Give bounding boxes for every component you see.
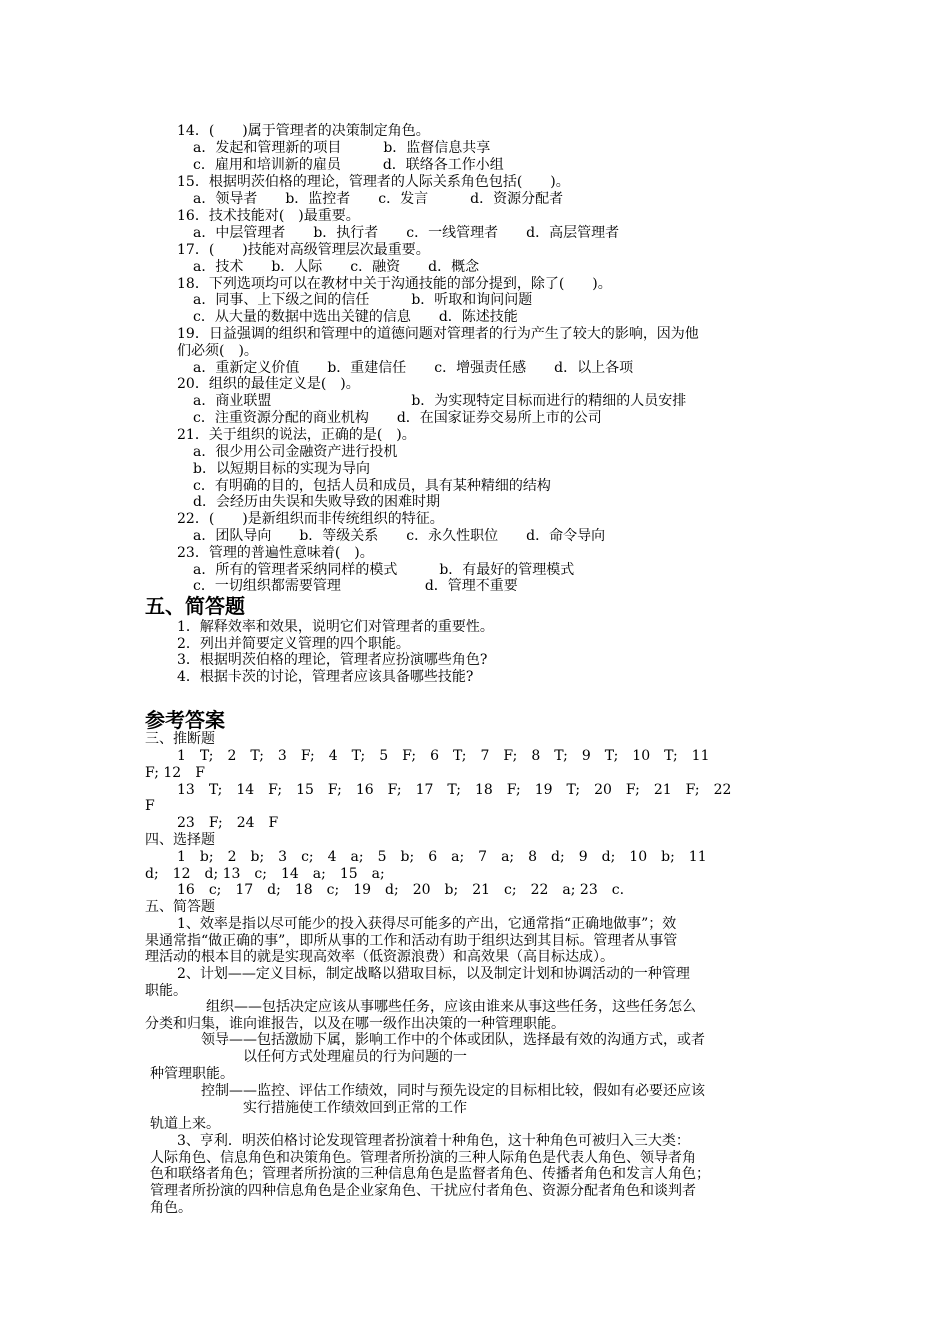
section-5-item-4: 4．根据卡茨的讨论，管理者应该具备哪些技能? <box>177 669 474 685</box>
answer-2-line-10: 轨道上来。 <box>150 1116 220 1132</box>
question-20: 20．组织的最佳定义是( )。 <box>177 376 360 392</box>
question-22-options: a．团队导向 b．等级关系 c．永久性职位 d．命令导向 <box>193 528 606 544</box>
section-5-heading: 五、简答题 <box>145 594 245 618</box>
tf-answers-row-1a: 1 T; 2 T; 3 F; 4 T; 5 F; 6 T; 7 F; 8 T; 9 T; 10 T; 11 <box>177 748 710 764</box>
question-23-options-cd: c．一切组织都需要管理 d．管理不重要 <box>193 578 518 594</box>
mc-answers-row-1b: d; 12 d; 13 c; 14 a; 15 a; <box>145 866 385 882</box>
answer-2-line-5: 领导——包括激励下属，影响工作中的个体或团队，选择最有效的沟通方式，或者 <box>201 1032 705 1048</box>
mc-heading: 四、选择题 <box>145 832 215 848</box>
question-19-options: a．重新定义价值 b．重建信任 c．增强责任感 d．以上各项 <box>193 360 634 376</box>
question-18-options-ab: a．同事、上下级之间的信任 b．听取和询问问题 <box>193 292 533 308</box>
answer-3-line-3: 色和联络者角色；管理者所扮演的三种信息角色是监督者角色、传播者角色和发言人角色； <box>150 1166 710 1182</box>
answer-2-line-3: 组织——包括决定应该从事哪些任务，应该由谁来从事这些任务，这些任务怎么 <box>206 999 696 1015</box>
question-18-options-cd: c．从大量的数据中选出关键的信息 d．陈述技能 <box>193 309 518 325</box>
question-18: 18．下列选项均可以在教材中关于沟通技能的部分提到，除了( )。 <box>177 276 612 292</box>
answer-3-line-1: 3、亨利．明茨伯格讨论发现管理者扮演着十种角色，这十种角色可被归入三大类： <box>177 1133 690 1149</box>
answer-1-line-1: 1、效率是指以尽可能少的投入获得尽可能多的产出，它通常指“正确地做事”；效 <box>177 916 677 932</box>
answer-1-line-2: 果通常指“做正确的事”，即所从事的工作和活动有助于组织达到其目标。管理者从事管 <box>145 933 678 949</box>
question-14-options-ab: a．发起和管理新的项目 b．监督信息共享 <box>193 140 491 156</box>
question-14: 14．( )属于管理者的决策制定角色。 <box>177 123 430 139</box>
tf-answers-row-1b: F; 12 F <box>145 765 205 781</box>
question-19-line-2: 们必须( )。 <box>177 343 258 359</box>
question-15-options: a．领导者 b．监控者 c．发言 d．资源分配者 <box>193 191 564 207</box>
answer-2-line-9: 实行措施使工作绩效回到正常的工作 <box>243 1100 467 1116</box>
answer-2-line-1: 2、计划——定义目标，制定战略以猎取目标，以及制定计划和协调活动的一种管理 <box>177 966 690 982</box>
answer-2-line-8: 控制——监控、评估工作绩效，同时与预先设定的目标相比较，假如有必要还应该 <box>201 1083 705 1099</box>
question-17-options: a．技术 b．人际 c．融资 d．概念 <box>193 259 480 275</box>
question-21-option-c: c．有明确的目的，包括人员和成员，具有某种精细的结构 <box>193 478 551 494</box>
answers-heading: 参考答案 <box>145 708 225 732</box>
question-22: 22．( )是新组织而非传统组织的特征。 <box>177 511 444 527</box>
question-21-option-d: d．会经历由失误和失败导致的困难时期 <box>193 494 440 510</box>
question-17: 17．( )技能对高级管理层次最重要。 <box>177 242 430 258</box>
question-16-options: a．中层管理者 b．执行者 c．一线管理者 d．高层管理者 <box>193 225 620 241</box>
answer-2-line-7: 种管理职能。 <box>150 1066 234 1082</box>
answer-3-line-5: 角色。 <box>150 1200 192 1216</box>
question-20-options-cd: c．注重资源分配的商业机构 d．在国家证券交易所上市的公司 <box>193 410 602 426</box>
section-5-item-3: 3．根据明茨伯格的理论，管理者应扮演哪些角色? <box>177 652 488 668</box>
question-23: 23．管理的普遍性意味着( )。 <box>177 545 374 561</box>
tf-answers-row-2a: 13 T; 14 F; 15 F; 16 F; 17 T; 18 F; 19 T; 20 F; 21 F; 22 <box>177 782 732 798</box>
section-5-item-1: 1．解释效率和效果，说明它们对管理者的重要性。 <box>177 619 494 635</box>
question-21: 21．关于组织的说法，正确的是( )。 <box>177 427 416 443</box>
mc-answers-row-2: 16 c; 17 d; 18 c; 19 d; 20 b; 21 c; 22 a; 23 c. <box>177 882 625 898</box>
answer-3-line-4: 管理者所扮演的四种信息角色是企业家角色、干扰应付者角色、资源分配者角色和谈判者 <box>150 1183 696 1199</box>
answer-2-line-4: 分类和归集，谁向谁报告，以及在哪一级作出决策的一种管理职能。 <box>145 1016 565 1032</box>
question-14-options-cd: c．雇用和培训新的雇员 d．联络各工作小组 <box>193 157 504 173</box>
question-15: 15．根据明茨伯格的理论，管理者的人际关系角色包括( )。 <box>177 174 570 190</box>
tf-answers-row-2b: F <box>145 798 155 814</box>
tf-heading: 三、推断题 <box>145 731 215 747</box>
sa-heading: 五、简答题 <box>145 899 215 915</box>
question-16: 16．技术技能对( )最重要。 <box>177 208 360 224</box>
mc-answers-row-1a: 1 b; 2 b; 3 c; 4 a; 5 b; 6 a; 7 a; 8 d; 9 d; 10 b; 11 <box>177 849 707 865</box>
answer-1-line-3: 理活动的根本目的就是实现高效率（低资源浪费）和高效果（高目标达成）。 <box>145 949 614 965</box>
answer-2-line-2: 职能。 <box>145 983 187 999</box>
question-20-options-ab: a．商业联盟 b．为实现特定目标而进行的精细的人员安排 <box>193 393 687 409</box>
tf-answers-row-3: 23 F; 24 F <box>177 815 279 831</box>
question-19-line-1: 19．日益强调的组织和管理中的道德问题对管理者的行为产生了较大的影响，因为他 <box>177 326 699 342</box>
question-23-options-ab: a．所有的管理者采纳同样的模式 b．有最好的管理模式 <box>193 562 575 578</box>
question-21-option-a: a．很少用公司金融资产进行投机 <box>193 444 398 460</box>
question-21-option-b: b．以短期目标的实现为导向 <box>193 461 370 477</box>
answer-2-line-6: 以任何方式处理雇员的行为问题的一 <box>243 1049 467 1065</box>
section-5-item-2: 2．列出并简要定义管理的四个职能。 <box>177 636 410 652</box>
answer-3-line-2: 人际角色、信息角色和决策角色。管理者所扮演的三种人际角色是代表人角色、领导者角 <box>150 1150 696 1166</box>
